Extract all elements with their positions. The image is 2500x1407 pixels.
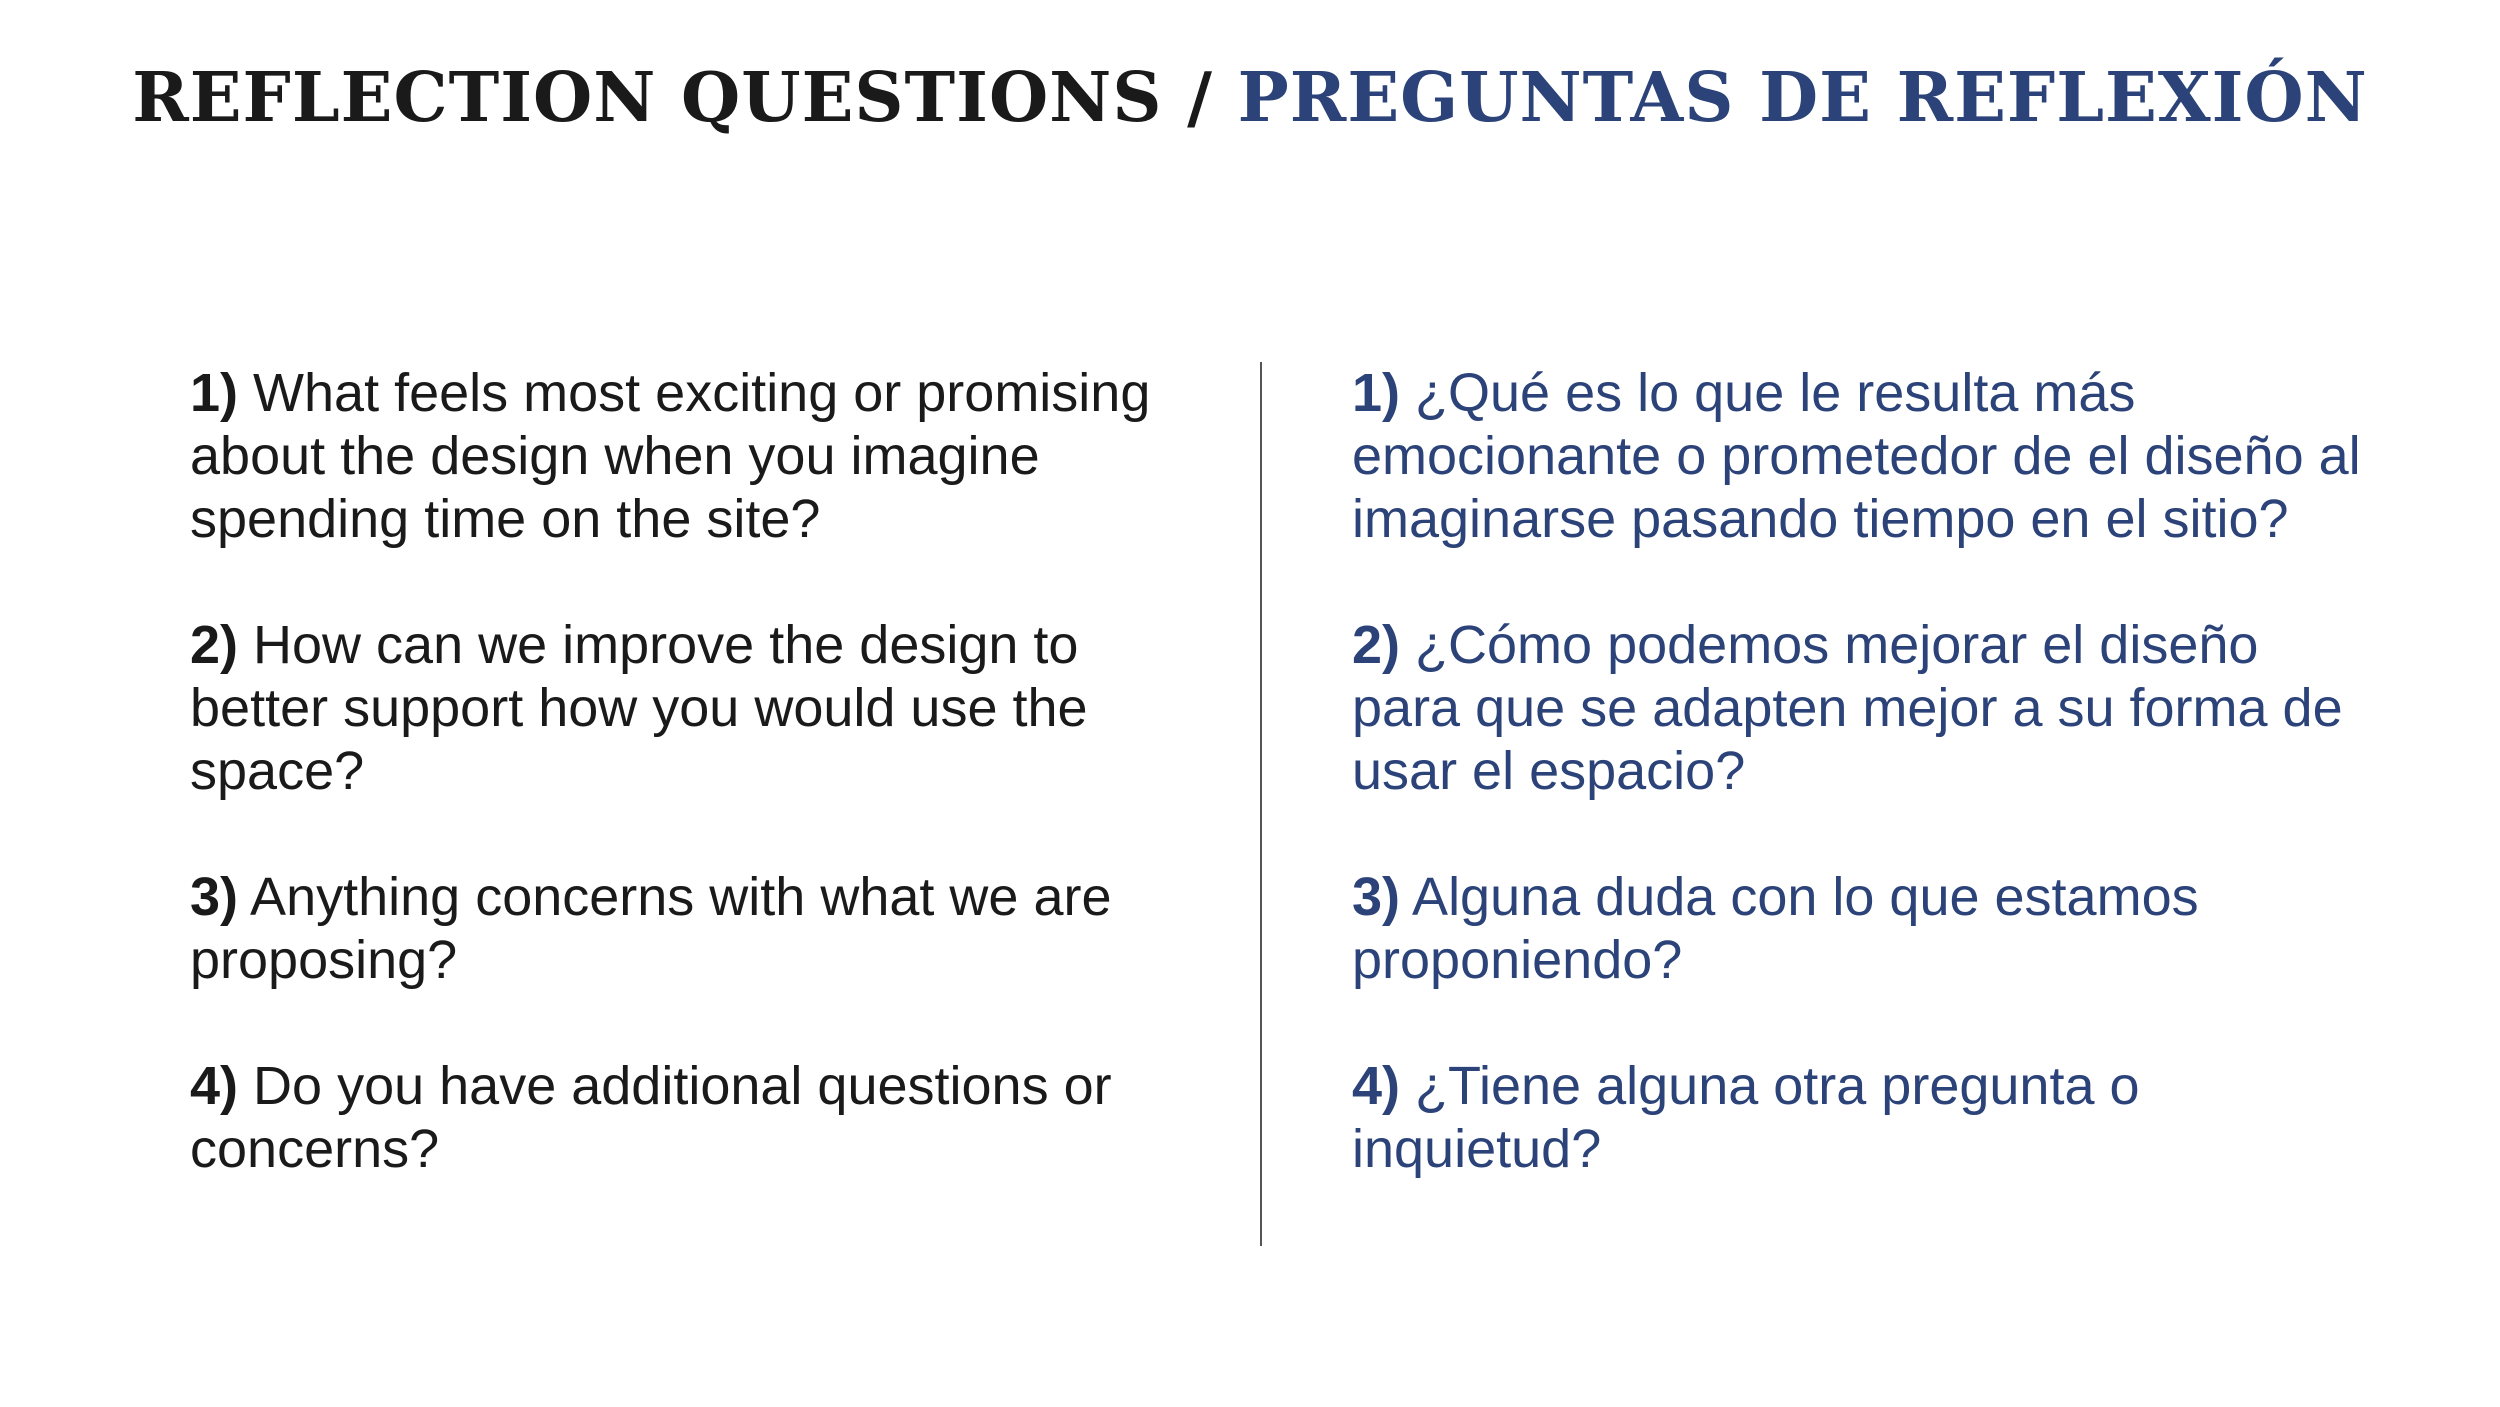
english-question-1: [190, 362, 1190, 551]
page-title: [0, 58, 2500, 140]
spanish-question-3: [1352, 866, 2362, 992]
spanish-question-2: [1352, 614, 2362, 803]
title-separator: /: [1187, 58, 1213, 138]
question-number: 2): [1352, 615, 1401, 675]
question-text: ¿Cómo podemos mejorar el diseño para que se adapten mejor a su forma de usar el espacio?: [1352, 615, 2343, 801]
question-text: ¿Tiene alguna otra pregunta o inquietud?: [1352, 1056, 2140, 1179]
title-spanish: PREGUNTAS DE REFLEXIÓN: [1237, 58, 2368, 138]
question-number: 1): [1352, 363, 1401, 423]
column-divider: [1260, 362, 1262, 1246]
question-number: 3): [190, 867, 239, 927]
english-question-4: [190, 1055, 1190, 1181]
english-question-2: [190, 614, 1190, 803]
english-questions-column: [190, 362, 1190, 1244]
title-english: REFLECTION QUESTIONS: [132, 58, 1163, 138]
question-text: What feels most exciting or promising about the design when you imagine spending time on the site?: [190, 363, 1151, 549]
spanish-questions-column: [1352, 362, 2362, 1244]
question-text: How can we improve the design to better support how you would use the space?: [190, 615, 1088, 801]
question-number: 4): [190, 1056, 239, 1116]
question-text: Anything concerns with what we are proposing?: [190, 867, 1112, 990]
spanish-question-1: [1352, 362, 2362, 551]
question-text: ¿Qué es lo que le resulta más emocionante o prometedor de el diseño al imaginarse pasando tiempo en el sitio?: [1352, 363, 2361, 549]
question-number: 1): [190, 363, 239, 423]
question-number: 3): [1352, 867, 1401, 927]
question-text: Alguna duda con lo que estamos proponiendo?: [1352, 867, 2199, 990]
question-number: 4): [1352, 1056, 1401, 1116]
spanish-question-4: [1352, 1055, 2362, 1181]
english-question-3: [190, 866, 1190, 992]
question-text: Do you have additional questions or concerns?: [190, 1056, 1112, 1179]
question-number: 2): [190, 615, 239, 675]
